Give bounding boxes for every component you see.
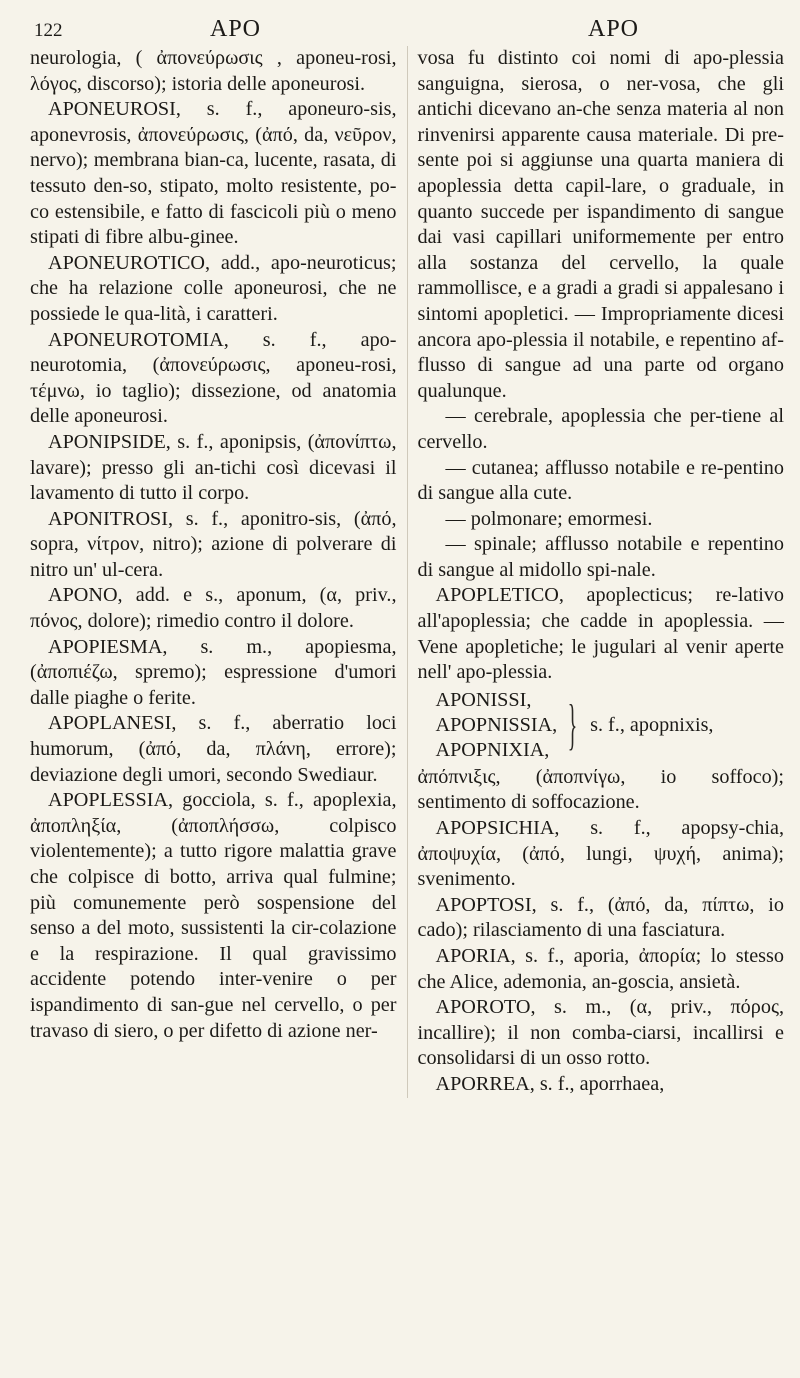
subentry-polmonare: — polmonare; emormesi. (445, 507, 653, 530)
left-running-title: APO (210, 16, 262, 42)
entry-apoplessia: APOPLESSIA, gocciola, s. f., apoplexia, ἀποπληξία, (ἀποπλήσσω, colpisco violentemente); a tutto rigore malattia grave che colpisce di botto, arriva qual fulmine; più comunemente però sospensione del senso a del moto, sussistenti la cir-colazione e la respirazione. Il qual gravissimo accidente potendo inter-venire o per ispandimento di san-gue nel cervello, o per travaso di siero, o per difetto di azione ner- (30, 789, 397, 1042)
headword-apopnissia: APOPNISSIA, (435, 713, 558, 736)
subentry-cerebrale: — cerebrale, apoplessia che per-tiene al cervello. (417, 405, 784, 453)
entry-aporrea: APORREA, s. f., aporrhaea, (435, 1072, 665, 1095)
bracketed-headwords (418, 688, 785, 763)
entry-apoplanesi: APOPLANESI, s. f., aberratio loci humorum, (ἀπό, da, πλάνη, errore); deviazione degli umori, secondo Swediaur. (30, 712, 397, 786)
right-running-title: APO (588, 16, 640, 42)
entry-aponeurotomia: APONEUROTOMIA, s. f., apo-neurotomia, (ἀπονεύρωσις, aponeu-rosi, τέμνω, io taglio); dissezione, od anatomia delle aponeurosi. (30, 328, 397, 428)
entry-apono: APONO, add. e s., aponum, (α, priv., πόνος, dolore); rimedio contro il dolore. (30, 584, 397, 633)
bracket-definition-start: s. f., apopnixis, (590, 713, 714, 736)
entry-apoplessia-cont: vosa fu distinto coi nomi di apo-plessia sanguigna, sierosa, o ner-vosa, che gli antichi dicevano an-che senza materia al non rinvenirsi apparente causa materiale. Di pre-sente poi si aggiunse una quarta maniera di apoplessia detta capil-lare, o graduale, in quanto succede per ispandimento di sangue dai vasi capillari uniformemente per entro alla sostanza del cervello, la quale rammollisce, e a gradi a gradi si appalesano i sintomi apopletici. — Impropriamente dicesi ancora apo-plessia il notabile, e repentino af-flusso di sangue ad una parte od organo qualunque. (417, 47, 784, 402)
running-head (30, 12, 784, 46)
curly-brace-icon: } (567, 694, 578, 757)
entry-aporia: APORIA, s. f., aporia, ἀπορία; lo stesso che Alice, ademonia, an-goscia, ansietà. (417, 945, 784, 993)
entry-apopletico: APOPLETICO, apoplecticus; re-lativo all'apoplessia; che cadde in apoplessia. — Vene apopletiche; le jugulari al venir aperte nell' apo-plessia. (417, 584, 784, 684)
two-column-body (30, 46, 784, 1098)
entry-aporoto: APOROTO, s. m., (α, priv., πόρος, incallire); il non comba-ciarsi, incallirsi e consolidarsi di un osso rotto. (417, 996, 784, 1070)
bracket-headword-list (418, 688, 558, 763)
entry-apopnixis-cont: ἀπόπνιξις, (ἀποπνίγω, io soffoco); sentimento di soffocazione. (417, 765, 784, 814)
subentry-spinale: — spinale; afflusso notabile e repentino di sangue al midollo spi-nale. (417, 533, 784, 581)
right-column (407, 46, 785, 1098)
entry-aponeurosi: APONEUROSI, s. f., aponeuro-sis, aponevrosis, ἀπονεύρωσις, (ἀπό, da, νεῦρον, nervo); membrana bian-ca, lucente, rasata, di tessuto den-so, stipato, molto resistente, po-co estensibile, e fatto di fascicoli più o meno stipati di fibre albu-ginee. (30, 98, 397, 249)
headword-apopnixia: APOPNIXIA, (435, 738, 550, 761)
entry-aponeurotico: APONEUROTICO, add., apo-neuroticus; che ha relazione colle aponeurosi, che ne possiede le qua-lità, i caratteri. (30, 251, 397, 325)
entry-apoptosi: APOPTOSI, s. f., (ἀπό, da, πίπτω, io cado); rilasciamento di una fasciatura. (417, 893, 784, 942)
entry-neurologia-cont: neurologia, ( ἀπονεύρωσις , aponeu-rosi, λόγος, discorso); istoria delle aponeurosi. (30, 47, 397, 95)
left-column (30, 46, 407, 1098)
entry-apopsichia: APOPSICHIA, s. f., apopsy-chia, ἀποψυχία, (ἀπό, lungi, ψυχή, anima); svenimento. (417, 817, 784, 891)
page-number: 122 (34, 20, 63, 41)
subentry-cutanea: — cutanea; afflusso notabile e re-pentino di sangue alla cute. (417, 456, 784, 505)
entry-aponitrosi: APONITROSI, s. f., aponitro-sis, (ἀπό, sopra, νίτρον, nitro); azione di polverare di nitro un' ul-cera. (30, 507, 397, 581)
entry-apopiesma: APOPIESMA, s. m., apopiesma, (ἀποπιέζω, spremo); espressione d'umori dalle piaghe o ferite. (30, 635, 397, 709)
headword-aponissi: APONISSI, (435, 688, 532, 711)
entry-aponipside: APONIPSIDE, s. f., aponipsis, (ἀπονίπτω, lavare); presso gli an-tichi così dicevasi il lavamento di tutto il corpo. (30, 430, 397, 505)
